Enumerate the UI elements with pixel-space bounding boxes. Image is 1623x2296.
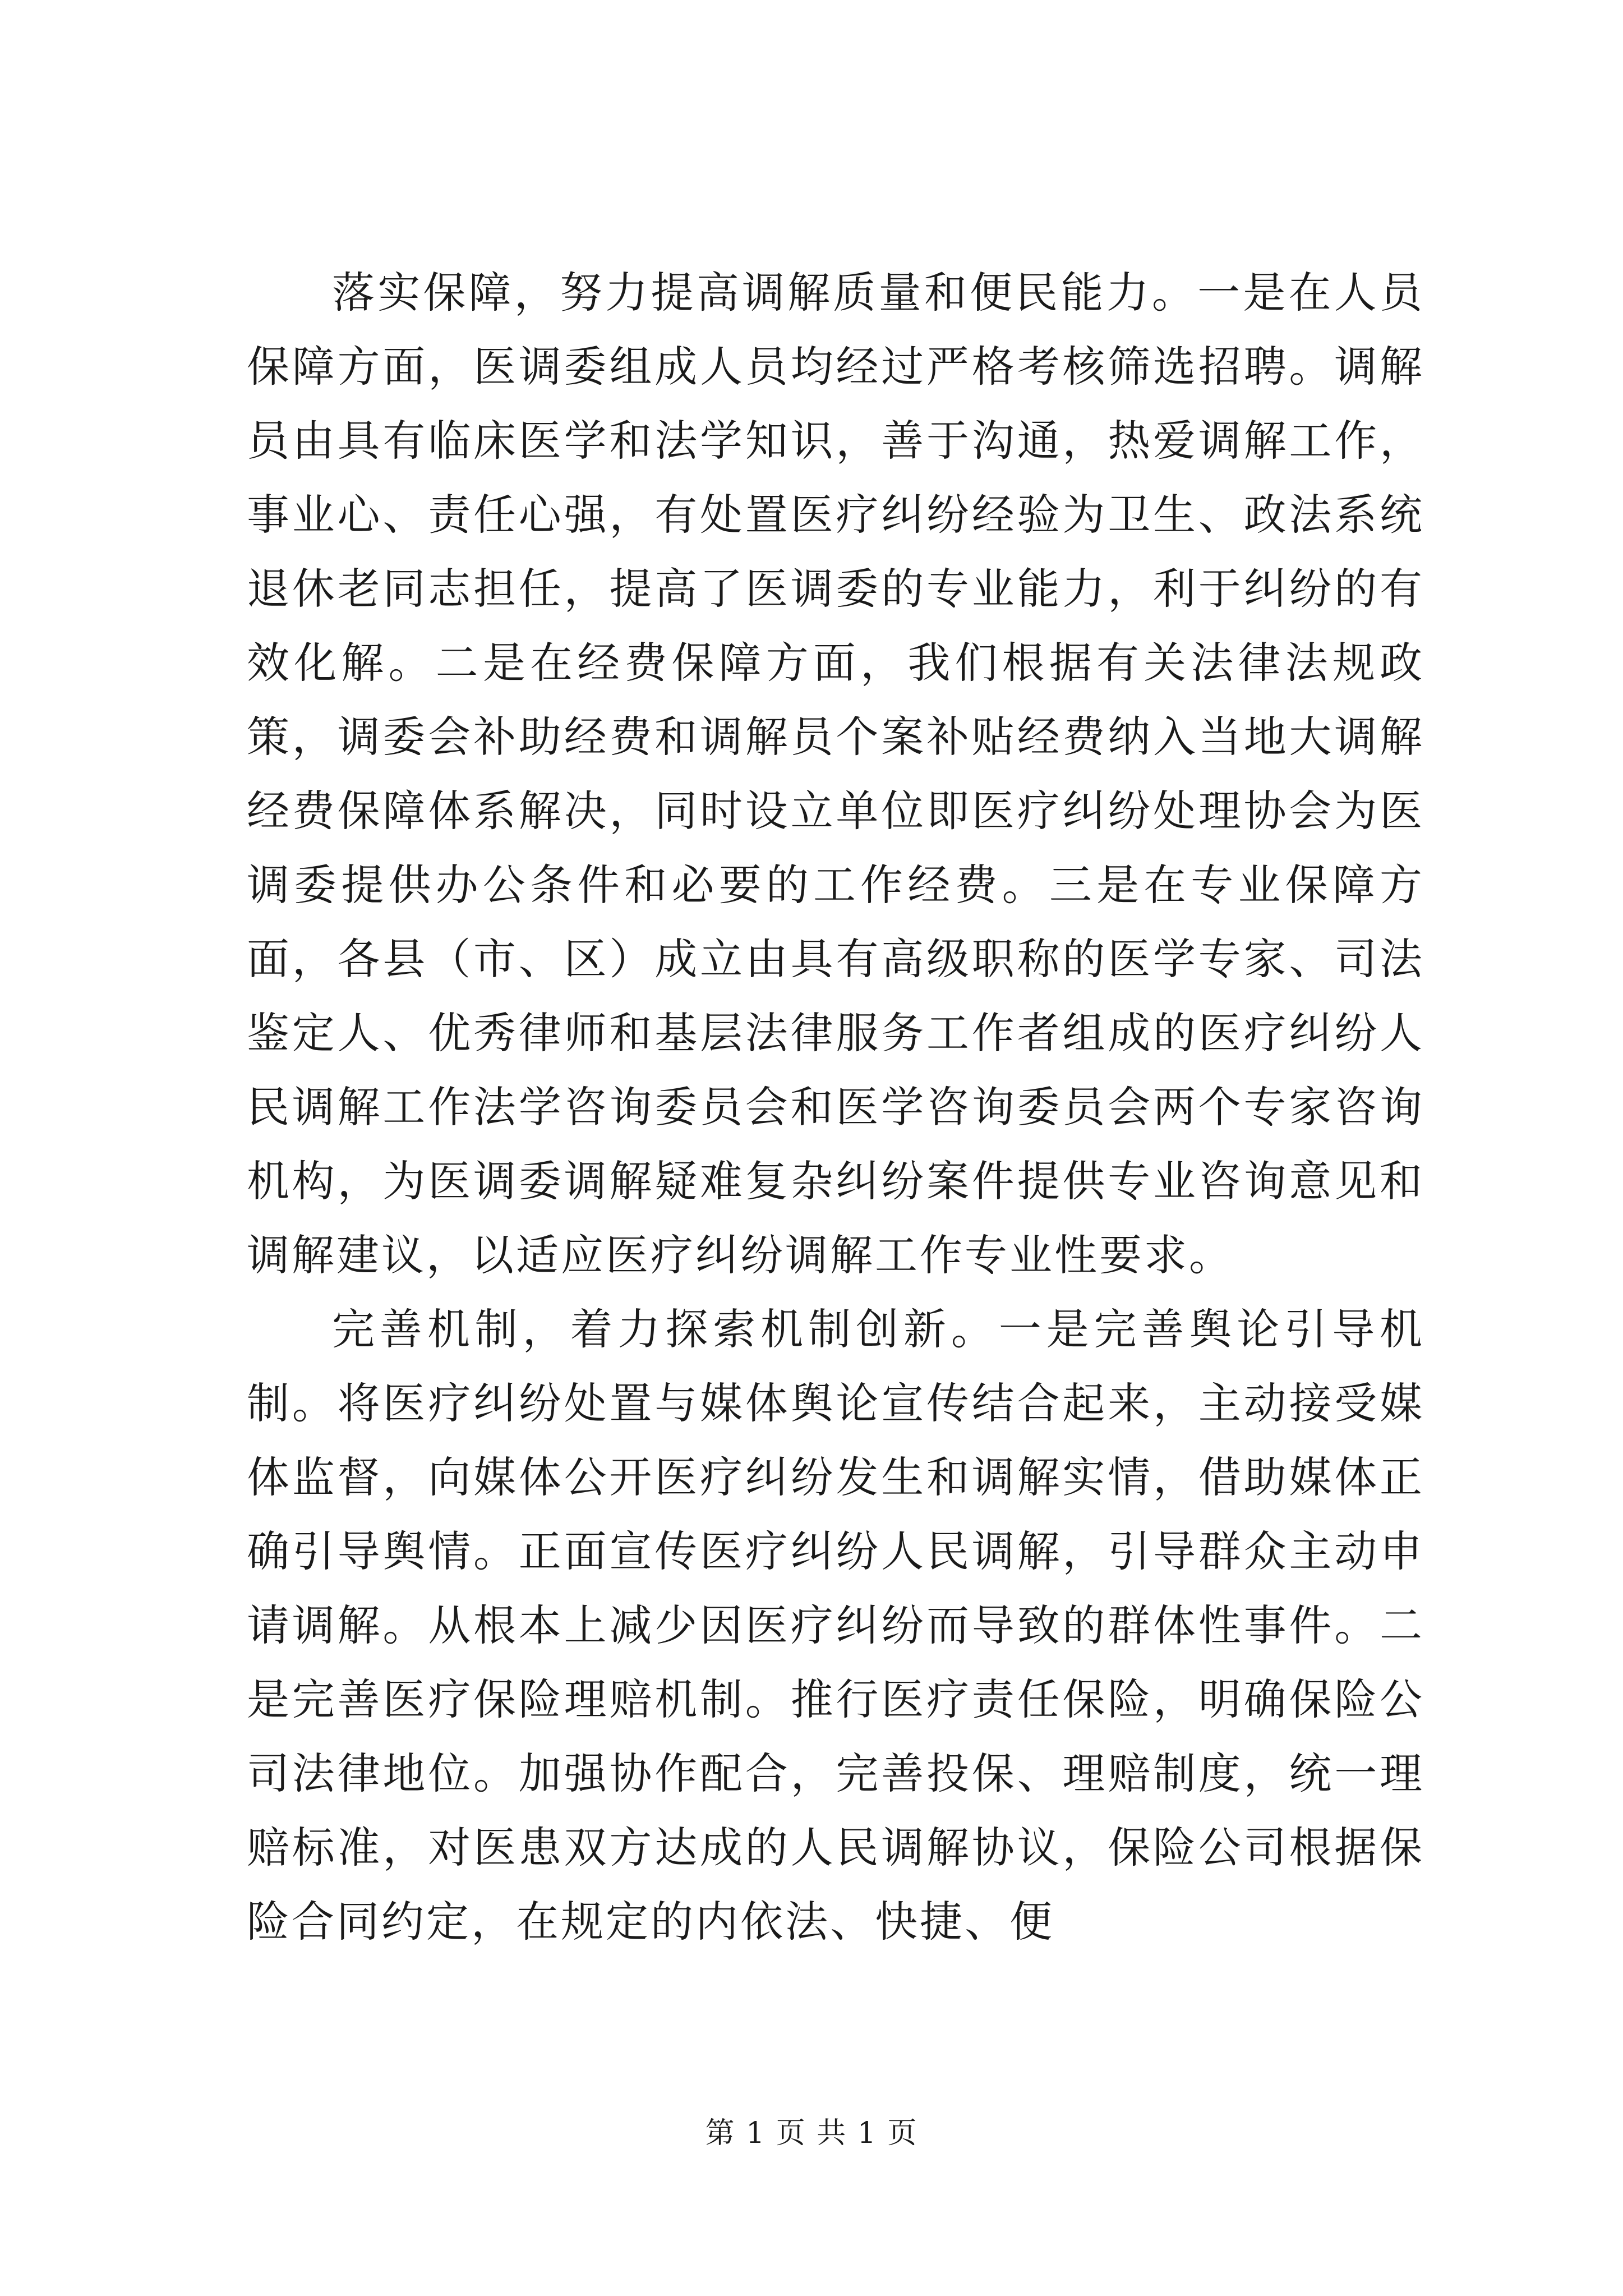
- page-footer: 第 1 页 共 1 页: [705, 2116, 918, 2150]
- paragraph-mechanism: 完善机制，着力探索机制创新。一是完善舆论引导机制。将医疗纠纷处置与媒体舆论宣传结合起来，主动接受媒体监督，向媒体公开医疗纠纷发生和调解实情，借助媒体正确引导舆情。正面宣传医疗纠纷人民调解，引导群众主动申请调解。从根本上减少因医疗纠纷而导致的群体性事件。二是完善医疗保险理赔机制。推行医疗责任保险，明确保险公司法律地位。加强协作配合，完善投保、理赔制度，统一理赔标准，对医患双方达成的人民调解协议，保险公司根据保险合同约定，在规定的内依法、快捷、便: [247, 1304, 1424, 1947]
- paragraph-guarantee: 落实保障，努力提高调解质量和便民能力。一是在人员保障方面，医调委组成人员均经过严格考核筛选招聘。调解员由具有临床医学和法学知识，善于沟通，热爱调解工作，事业心、责任心强，有处置医疗纠纷经验为卫生、政法系统退休老同志担任，提高了医调委的专业能力，利于纠纷的有效化解。二是在经费保障方面，我们根据有关法律法规政策，调委会补助经费和调解员个案补贴经费纳入当地大调解经费保障体系解决，同时设立单位即医疗纠纷处理协会为医调委提供办公条件和必要的工作经费。三是在专业保障方面，各县（市、区）成立由具有高级职称的医学专家、司法鉴定人、优秀律师和基层法律服务工作者组成的医疗纠纷人民调解工作法学咨询委员会和医学咨询委员会两个专家咨询机构，为医调委调解疑难复杂纠纷案件提供专业咨询意见和调解建议，以适应医疗纠纷调解工作专业性要求。: [247, 268, 1424, 1280]
- document-body: [247, 256, 1424, 1959]
